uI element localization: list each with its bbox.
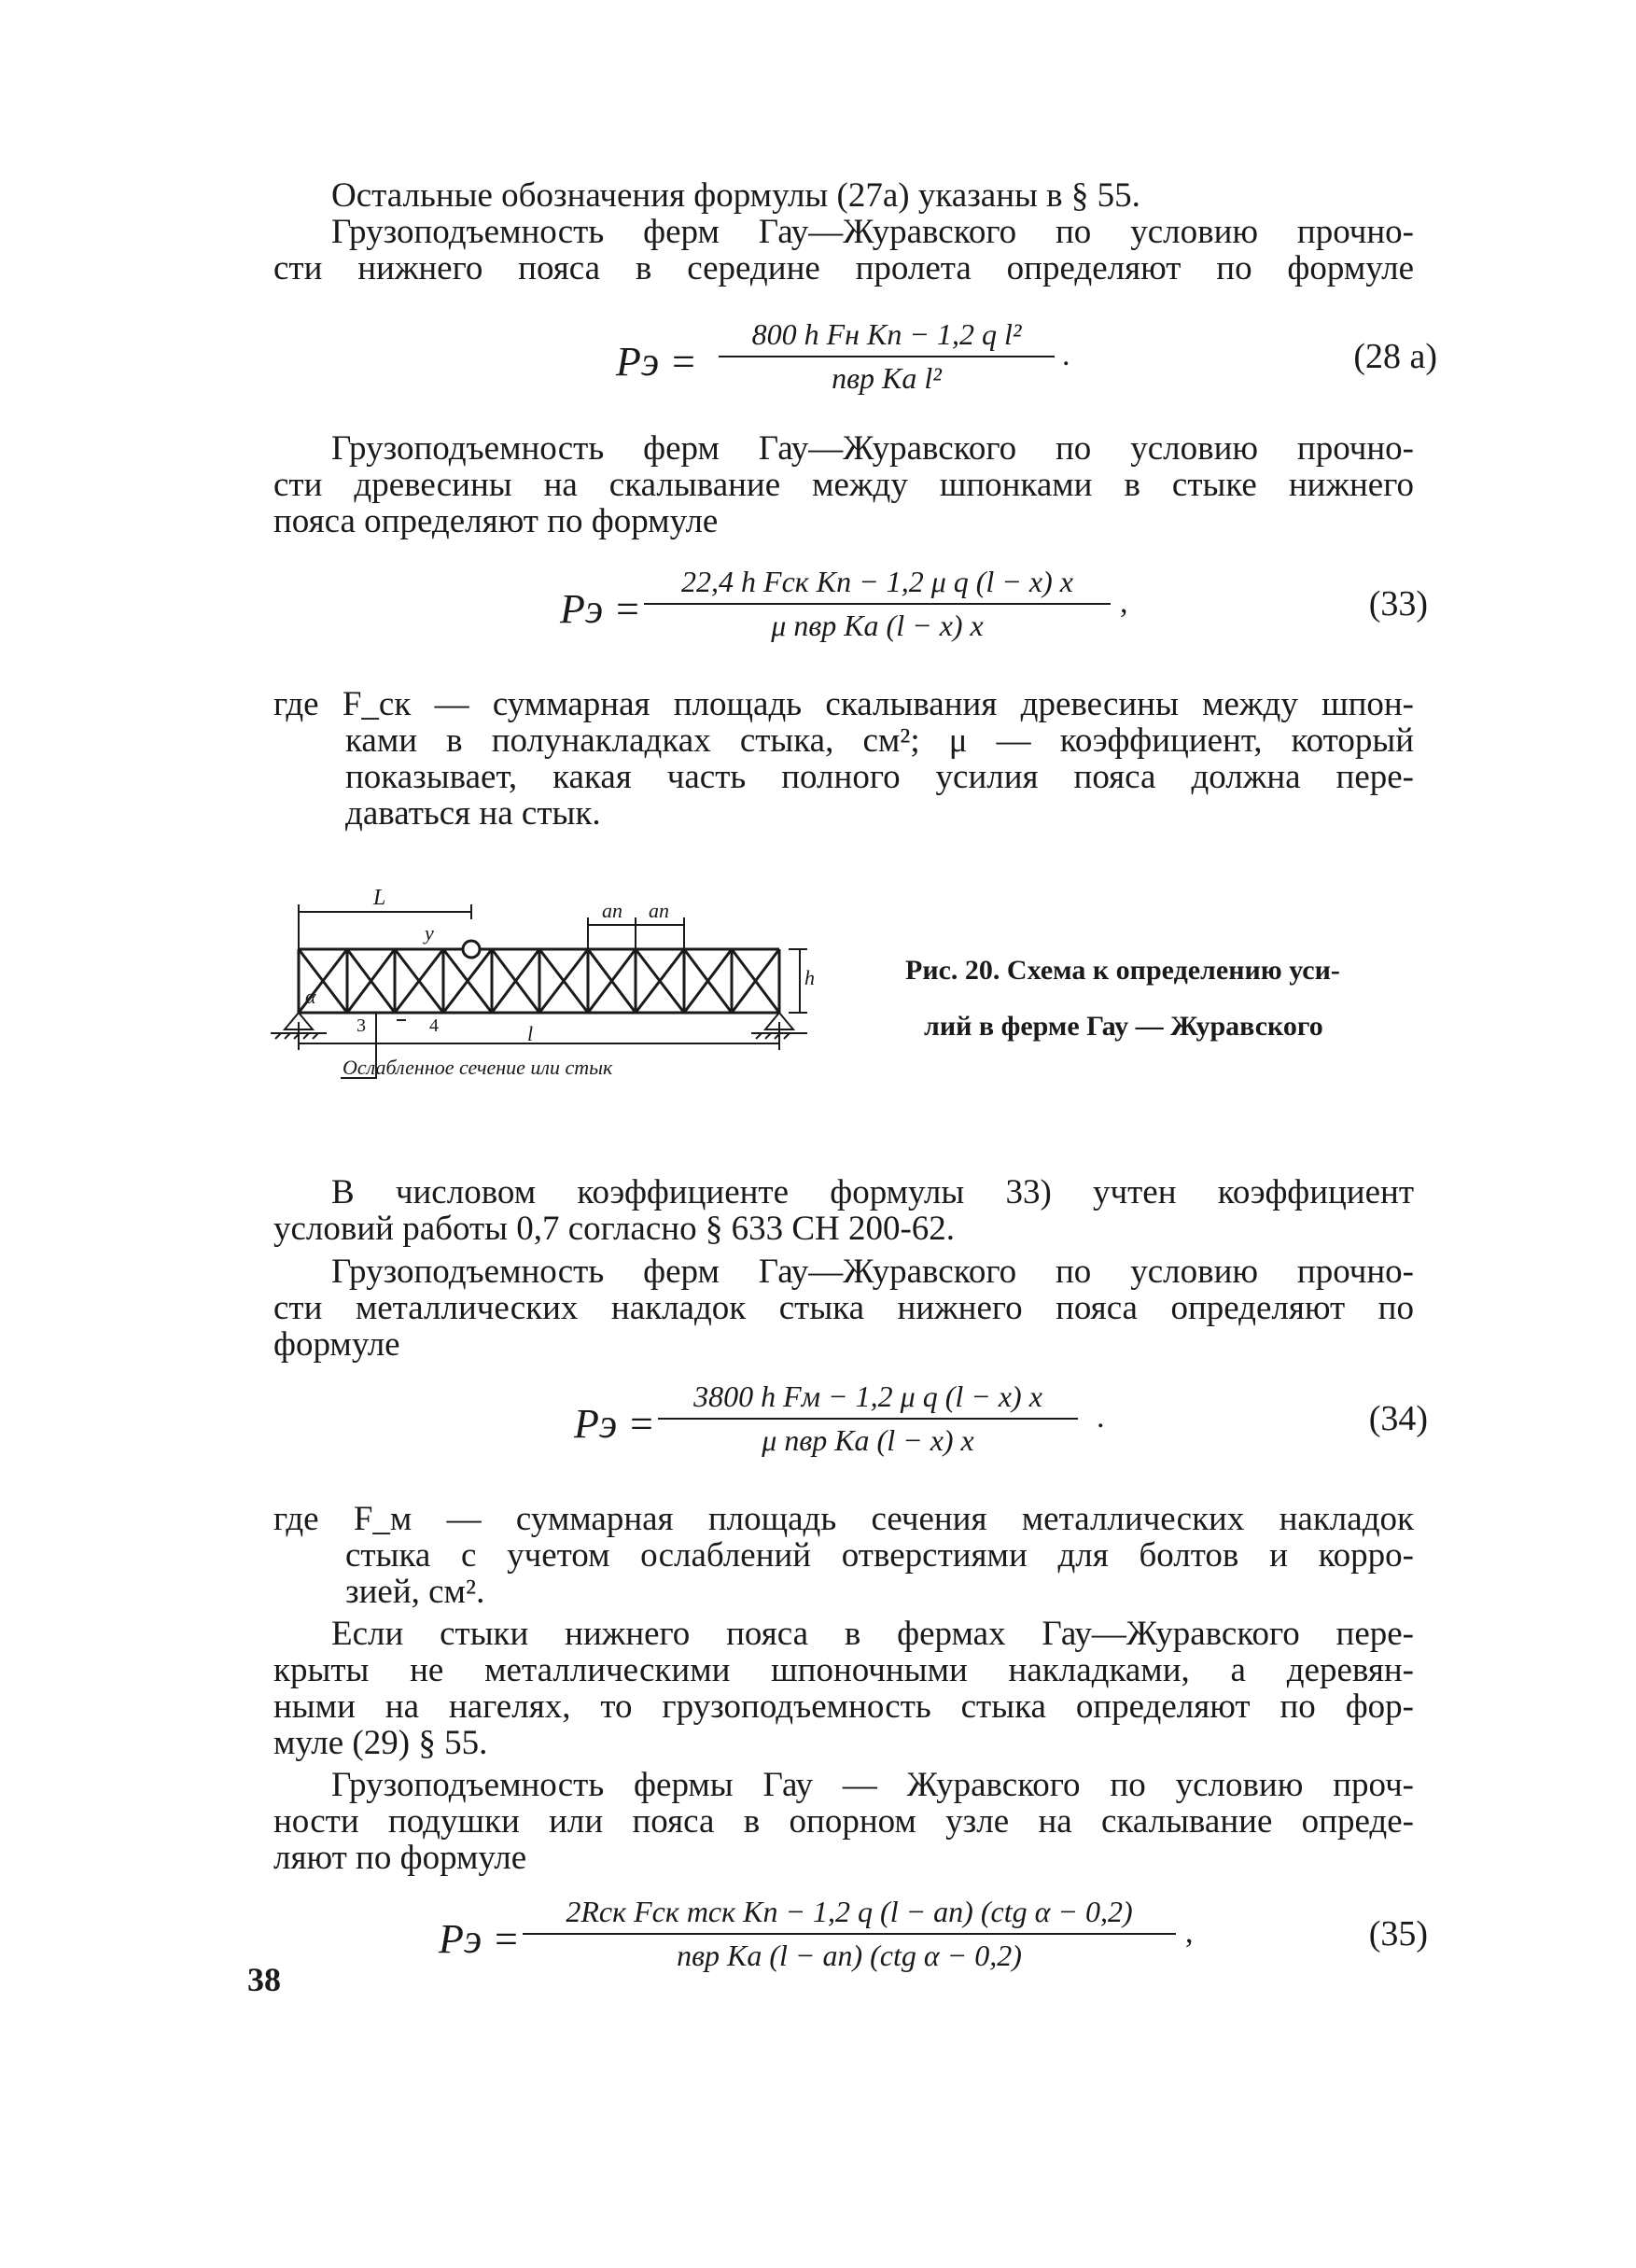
paragraph-line: даваться на стык. xyxy=(345,794,601,833)
numerator: 800 h Fн Kп − 1,2 q l² xyxy=(719,317,1055,357)
paragraph-line: сти древесины на скалывание между шпонками в стыке нижнего xyxy=(273,466,1414,504)
paragraph-line: сти нижнего пояса в середине пролета определяют по формуле xyxy=(273,249,1414,287)
equation-33: Pэ = 22,4 h Fск Kп − 1,2 μ q (l − x) x μ nвр Ka (l − x) x , (33) xyxy=(560,565,1428,642)
denominator: nвр Ka (l − aп) (ctg α − 0,2) xyxy=(677,1939,1022,1972)
numerator: 22,4 h Fск Kп − 1,2 μ q (l − x) x xyxy=(644,565,1111,605)
label-4: 4 xyxy=(429,1015,439,1036)
denominator: nвр Ka l² xyxy=(832,361,942,395)
paragraph-line: В числовом коэффициенте формулы 33) учтен коэффициент xyxy=(331,1173,1414,1211)
equation-35: Pэ = 2Rск Fск mск Kп − 1,2 q (l − aп) (ctg α − 0,2) nвр Ka (l − aп) (ctg α − 0,2) , (35) xyxy=(439,1895,1428,1972)
label-an: aп xyxy=(602,899,622,922)
equation-34: Pэ = 3800 h Fм − 1,2 μ q (l − x) x μ nвр Ka (l − x) x . (34) xyxy=(574,1379,1428,1457)
paragraph-line: муле (29) § 55. xyxy=(273,1724,488,1762)
paragraph-line: формуле xyxy=(273,1325,400,1364)
paragraph-line: где F_м — суммарная площадь сечения металлических накладок xyxy=(273,1500,1414,1538)
equation-number: (35) xyxy=(1368,1914,1428,1953)
paragraph-line: Остальные обозначения формулы (27а) указаны в § 55. xyxy=(331,176,1140,215)
paragraph-line: где F_ск — суммарная площадь скалывания древесины между шпон- xyxy=(273,685,1414,723)
label-an: aп xyxy=(649,899,669,922)
paragraph-line: показывает, какая часть полного усилия пояса должна пере- xyxy=(345,758,1414,796)
paragraph-line: Грузоподъемность ферм Гау—Журавского по условию прочно- xyxy=(331,1253,1414,1291)
paragraph-line: Грузоподъемность фермы Гау — Журавского по условию проч- xyxy=(331,1766,1414,1804)
joint-circle xyxy=(463,941,480,958)
denominator: μ nвр Ka (l − x) x xyxy=(771,609,984,642)
paragraph-line: ками в полунакладках стыка, см²; μ — коэффициент, который xyxy=(345,721,1414,760)
paragraph-line: стыка с учетом ослаблений отверстиями для болтов и корро- xyxy=(345,1536,1414,1575)
numerator: 2Rск Fск mск Kп − 1,2 q (l − aп) (ctg α − 0,2) xyxy=(523,1895,1176,1935)
label-L: L xyxy=(373,886,386,910)
equation-28a: Pэ = 800 h Fн Kп − 1,2 q l² nвр Ka l² . (28 а) xyxy=(616,317,1437,395)
figure-caption: лий в ферме Гау — Журавского xyxy=(924,1011,1323,1042)
label-h: h xyxy=(804,966,815,989)
equation-number: (33) xyxy=(1368,584,1428,623)
denominator: μ nвр Ka (l − x) x xyxy=(762,1423,974,1457)
paragraph-line: пояса определяют по формуле xyxy=(273,502,719,540)
paragraph-line: условий работы 0,7 согласно § 633 СН 200-62. xyxy=(273,1210,956,1248)
paragraph-line: Грузоподъемность ферм Гау—Журавского по условию прочно- xyxy=(331,429,1414,468)
paragraph-line: зией, см². xyxy=(345,1573,485,1611)
paragraph-line: Если стыки нижнего пояса в фермах Гау—Журавского пере- xyxy=(331,1615,1414,1653)
label-3: 3 xyxy=(357,1015,366,1036)
numerator: 3800 h Fм − 1,2 μ q (l − x) x xyxy=(658,1379,1078,1420)
paragraph-line: ными на нагелях, то грузоподъемность стыка определяют по фор- xyxy=(273,1687,1414,1726)
label-alpha: α xyxy=(305,985,316,1008)
label-section-note: Ослабленное сечение или стык xyxy=(343,1056,613,1079)
figure-caption: Рис. 20. Схема к определению уси- xyxy=(905,955,1340,986)
truss-figure xyxy=(266,886,817,1092)
paragraph-line: крыты не металлическими шпоночными накладками, а деревян- xyxy=(273,1651,1414,1689)
label-y: y xyxy=(425,921,434,945)
equation-number: (28 а) xyxy=(1353,337,1437,376)
paragraph-line: Грузоподъемность ферм Гау—Журавского по условию прочно- xyxy=(331,213,1414,251)
page-number: 38 xyxy=(247,1961,281,1998)
label-l: l xyxy=(527,1022,534,1045)
paragraph-line: сти металлических накладок стыка нижнего пояса определяют по xyxy=(273,1289,1414,1327)
paragraph-line: ности подушки или пояса в опорном узле на скалывание опреде- xyxy=(273,1802,1414,1841)
paragraph-line: ляют по формуле xyxy=(273,1839,527,1877)
equation-number: (34) xyxy=(1368,1399,1428,1438)
